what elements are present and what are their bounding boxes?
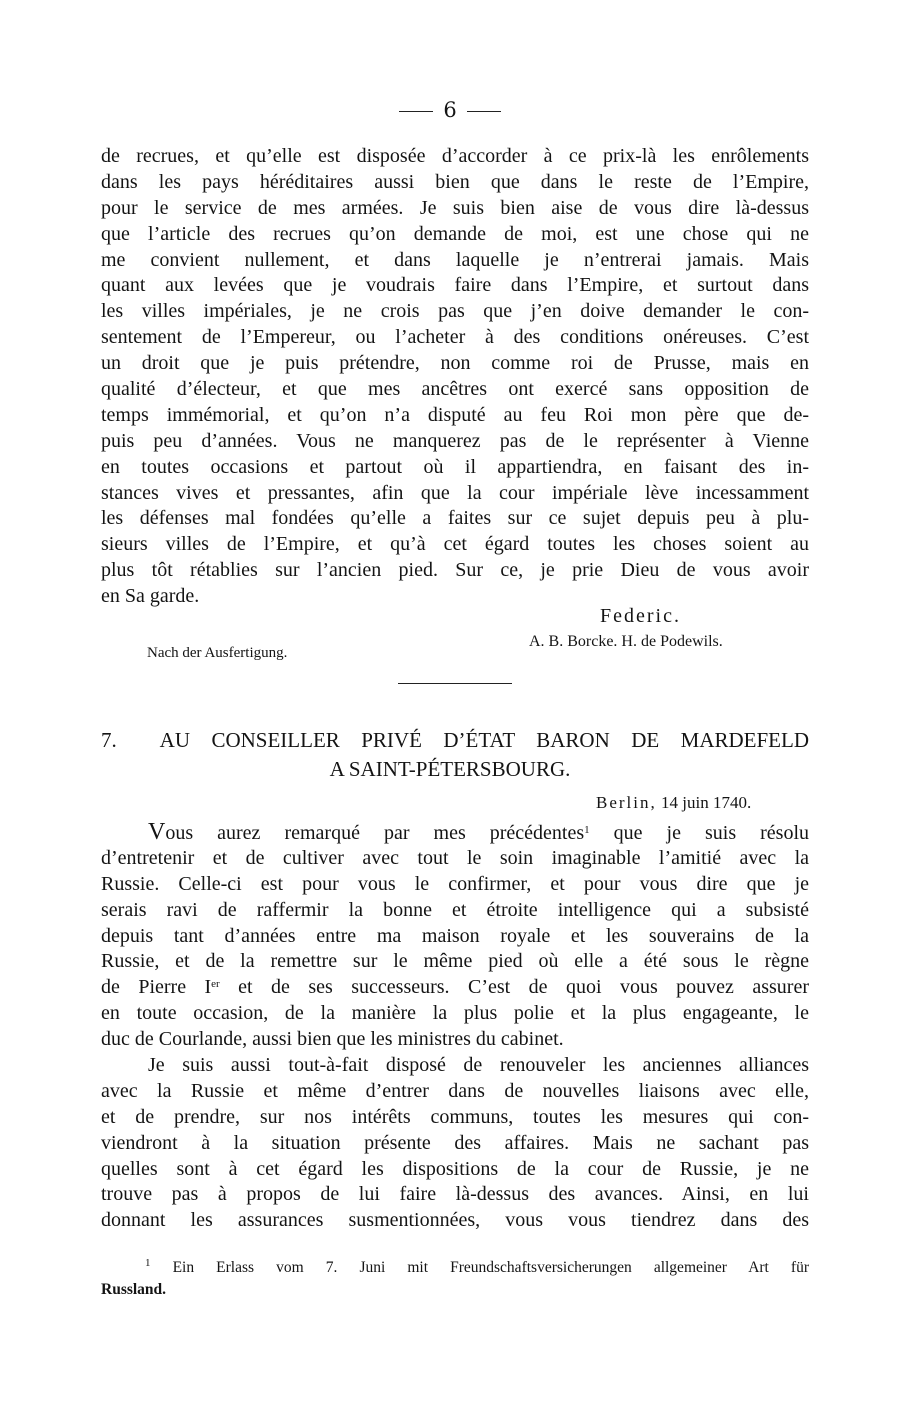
- section-divider: [398, 683, 512, 684]
- letter-number: 7.: [101, 728, 117, 752]
- text-line: en toutes occasions et partout où il appartiendra, en faisant des in-: [101, 455, 809, 478]
- text-line: quelles sont à cet égard les dispositions de la cour de Russie, je ne: [101, 1157, 809, 1180]
- dateline: [596, 793, 751, 813]
- letter-7-paragraph-2: [101, 1053, 809, 1234]
- text-line: Je suis aussi tout-à-fait disposé de renouveler les anciennes alliances: [148, 1054, 809, 1076]
- text-line: et de prendre, sur nos intérêts communs, toutes les mesures qui con-: [101, 1105, 809, 1128]
- text-line: sieurs villes de l’Empire, et qu’à cet égard toutes les choses soient au: [101, 533, 809, 556]
- letter-6-body: [101, 144, 809, 610]
- text-line: avec la Russie et même d’entrer dans de nouvelles liaisons avec elle,: [101, 1079, 809, 1102]
- text-segment: ous aurez remarqué par mes précédentes: [165, 822, 585, 844]
- footnote-text: Ein Erlass vom 7. Juni mit Freundschaftsversicherungen allgemeiner Art für: [172, 1259, 810, 1276]
- superscript: er: [211, 978, 220, 991]
- text-line: un droit que je puis prétendre, non comme roi de Prusse, mais en: [101, 352, 809, 375]
- text-line: les défenses mal fondées qu’elle a faites sur ce sujet depuis peu à plu-: [101, 507, 809, 530]
- source-note: Nach der Ausfertigung.: [147, 645, 288, 661]
- letter-7-heading-line-2: A SAINT-PÉTERSBOURG.: [329, 757, 571, 781]
- text-line: qualité d’électeur, et que mes ancêtres ont exercé sans opposition de: [101, 378, 809, 401]
- text-segment: que je suis résolu: [613, 822, 810, 844]
- footnote-line: Russland.: [101, 1281, 167, 1298]
- signature: Federic.: [600, 605, 681, 627]
- text-segment: et de ses successeurs. C’est de quoi vous pouvez assurer: [238, 976, 810, 999]
- page-number: [0, 96, 900, 124]
- text-line: d’entretenir et de cultiver avec tout le soin imaginable l’amitié avec la: [101, 846, 809, 869]
- text-line: en Sa garde.: [101, 585, 200, 608]
- text-line: que l’article des recrues qu’on demande de moi, est une chose qui ne: [101, 222, 809, 245]
- text-line: stances vives et pressantes, afin que la cour impériale lève incessamment: [101, 481, 809, 504]
- text-line: dans les pays héréditaires aussi bien que dans le reste de l’Empire,: [101, 170, 809, 193]
- text-line: duc de Courlande, aussi bien que les ministres du cabinet.: [101, 1028, 564, 1051]
- text-line: Russie, et de la remettre sur le même pied où elle a été sous le règne: [101, 950, 809, 973]
- footnote-marker: 1: [584, 824, 590, 836]
- text-line: Russie. Celle-ci est pour vous le confirmer, et pour vous dire que je: [101, 872, 809, 895]
- text-line: pour le service de mes armées. Je suis bien aise de vous dire là-dessus: [101, 196, 809, 219]
- text-segment: de Pierre I: [101, 976, 212, 999]
- text-line: depuis tant d’années entre ma maison royale et les souverains de la: [101, 924, 809, 947]
- text-line: viendront à la situation présente des affaires. Mais ne sachant pas: [101, 1131, 809, 1154]
- initial-letter: V: [148, 819, 166, 845]
- text-line: donnant les assurances susmentionnées, vous vous tiendrez dans des: [101, 1209, 809, 1232]
- text-line: me convient nullement, et dans laquelle je n’entrerai jamais. Mais: [101, 248, 809, 271]
- text-line: de recrues, et qu’elle est disposée d’accorder à ce prix-là les enrôlements: [101, 145, 809, 167]
- letter-7-paragraph-1: [101, 820, 809, 1053]
- text-line: sentement de l’Empereur, ou l’acheter à des conditions onéreuses. C’est: [101, 326, 809, 349]
- text-line: temps immémorial, et qu’on n’a disputé au feu Roi mon père que de-: [101, 403, 809, 426]
- text-line: puis peu d’années. Vous ne manquerez pas de le représenter à Vienne: [101, 429, 809, 452]
- footnote: [101, 1257, 809, 1301]
- letter-7-heading-line-1: [101, 728, 809, 753]
- text-line: trouve pas à propos de lui faire là-dessus des avances. Ainsi, en lui: [101, 1183, 809, 1206]
- dateline-date: 14 juin 1740.: [661, 793, 752, 812]
- footnote-line: [101, 1257, 809, 1279]
- countersignatures: A. B. Borcke. H. de Podewils.: [529, 633, 723, 650]
- text-line: en toute occasion, de la manière la plus polie et la plus engageante, le: [101, 1002, 809, 1025]
- page-number-dash-right: [467, 111, 501, 112]
- dateline-city: Berlin,: [596, 793, 657, 812]
- text-line: plus tôt rétablies sur l’ancien pied. Sur ce, je prie Dieu de vous avoir: [101, 559, 809, 582]
- text-line: serais ravi de raffermir la bonne et étroite intelligence qui a subsisté: [101, 898, 809, 921]
- page-number-dash-left: [399, 111, 433, 112]
- text-line: les villes impériales, je ne crois pas que j’en doive demander le con-: [101, 300, 809, 323]
- heading-line-1-text: AU CONSEILLER PRIVÉ D’ÉTAT BARON DE MARDEFELD: [159, 728, 810, 752]
- text-line: quant aux levées que je voudrais faire dans l’Empire, et surtout dans: [101, 274, 809, 297]
- text-line: [101, 975, 809, 1001]
- page-number-text: 6: [443, 98, 457, 122]
- text-line: [101, 820, 809, 846]
- footnote-number: 1: [145, 1257, 151, 1269]
